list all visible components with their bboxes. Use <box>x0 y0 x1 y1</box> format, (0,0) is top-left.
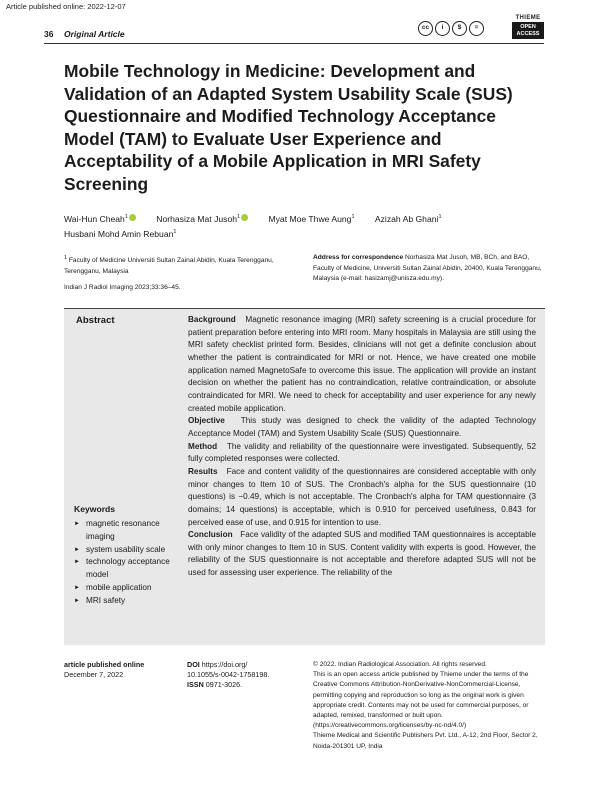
author-name: Azizah Ab Ghani <box>374 213 439 224</box>
abstract-body <box>188 314 536 580</box>
keyword-item: ► mobile application <box>74 582 184 595</box>
open-access-line2: ACCESS <box>516 30 540 37</box>
published-date-banner: Article published online: 2022-12-07 <box>6 2 126 11</box>
header-divider <box>44 43 544 44</box>
footer-license <box>313 660 545 752</box>
author-list <box>64 211 544 242</box>
section-label: Background <box>188 315 236 324</box>
abstract-section-results <box>188 466 536 529</box>
correspondence-address <box>313 253 545 285</box>
footer-publication-date <box>64 660 174 680</box>
doi-number: 10.1055/s-0042-1758198. <box>187 670 270 680</box>
publisher-name: THIEME <box>515 15 541 21</box>
affiliation <box>64 253 289 277</box>
doi-line <box>187 660 297 670</box>
section-label: Method <box>188 441 218 451</box>
article-type: Original Article <box>64 29 125 39</box>
author <box>156 211 248 226</box>
author-affiliation-mark: 1 <box>438 214 442 220</box>
keyword-item: ► MRI safety <box>74 595 184 608</box>
license-text: This is an open access article published by Thieme under the terms of the Creative Commons Attribution-NonDerivative-NonCommercial-License, permitting copying and reproduction so long as the original work is given appropriate credit. Contents may not be used for commercial purposes, or adapted, remixed, transformed or built upon. (https://creativecommons.org/licenses/by-nc-nd/4.0/) <box>313 671 529 730</box>
open-access-line1: OPEN <box>520 24 536 30</box>
abstract-section-method <box>188 441 536 466</box>
section-text: Face and content validity of the questionnaires are considered acceptable with only minor changes to Item 10 of SUS. The Cronbach's alpha for the SUS questionnaire (10 questions) is −0.49, which is not acceptable. The Cronbach's alpha for TAM questionnaire (3 domains; 14 questions) is acceptable, which is 0.910 for perceived usefulness, 0.843 for perceived ease of use, and 0.915 for intention to use. <box>188 466 536 527</box>
copyright-notice: © 2022. Indian Radiological Association. All rights reserved. <box>313 661 487 668</box>
keyword-item: ► system usability scale <box>74 544 184 557</box>
section-label: Conclusion <box>188 530 233 540</box>
correspondence-text: Norhasiza Mat Jusoh, MB, BCh, and BAO, Faculty of Medicine, Universiti Sultan Zainal Abidin, 20400, Kuala Terengganu, Malaysia (e-mail: hasizamj@unisza.edu.my). <box>313 254 542 282</box>
author <box>64 211 136 226</box>
noderivatives-icon: = <box>469 21 484 36</box>
issn-number: 0971-3026. <box>205 680 243 690</box>
cc-icon: cc <box>418 21 433 36</box>
creative-commons-badges <box>418 21 484 36</box>
abstract-section-objective <box>188 415 536 440</box>
section-text: This study was designed to check the validity of the adapted Technology Acceptance Model (TAM) and System Usability Scale (SUS) Questionnaire. <box>188 416 536 438</box>
issn-line <box>187 680 297 690</box>
section-text: Magnetic resonance imaging (MRI) safety screening is a crucial procedure for patient preparation before entering into MRI room. Many hospitals in Malaysia are still using the MRI safety checklist printed form. Besides, clinicians will not get a definite conclusion about whether the patient is contraindicated for MRI or not. Hence, we have created one mobile application named MagnetoSafe to overcome this issue. The application will provide an instant decision on whether the patient has no contraindication, relative contraindication, or absolute contraindicated for MRI. We need to check for acceptability and user experience for any newly created mobile application. <box>188 315 537 413</box>
author-name: Husbani Mohd Amin Rebuan <box>64 229 174 240</box>
published-label: article published online <box>64 660 145 669</box>
keyword-item: ► technology acceptance model <box>74 556 184 582</box>
attribution-icon: i <box>435 21 450 36</box>
author-name: Norhasiza Mat Jusoh <box>156 213 238 224</box>
author <box>268 211 354 226</box>
author-affiliation-mark: 1 <box>351 214 355 220</box>
orcid-icon[interactable] <box>129 214 136 221</box>
doi-link[interactable]: https://doi.org/ <box>201 660 248 669</box>
published-date: December 7, 2022 <box>64 670 124 680</box>
keyword-list <box>74 518 184 608</box>
abstract-section-background <box>188 314 536 415</box>
section-label: Objective <box>188 416 225 426</box>
author-affiliation-mark: 1 <box>124 214 128 220</box>
abstract-heading: Abstract <box>76 315 115 326</box>
section-text: The validity and reliability of the questionnaire were investigated. Subsequently, 52 fully completed responses were collected. <box>188 441 536 464</box>
open-access-badge <box>512 22 544 39</box>
section-text: Face validity of the adapted SUS and modified TAM questionnaires is acceptable with only minor changes to Item 10 in SUS. Content validity with experts is good. However, the reliability of the SUS questionnaire is not acceptable and therefore adapted SUS will not be used for assessing user experience. The reliability of the <box>188 530 536 578</box>
author-name: Myat Moe Thwe Aung <box>268 213 352 224</box>
noncommercial-icon: $ <box>452 21 467 36</box>
author <box>375 211 442 226</box>
author-name: Wai-Hun Cheah <box>64 213 125 224</box>
keywords-heading: Keywords <box>74 504 116 514</box>
paper-title: Mobile Technology in Medicine: Development and Validation of an Adapted System Usability Scale (SUS) Questionnaire and Modified Technology Acceptance Model (TAM) to Evaluate User Experience and Acceptability of a Mobile Application in MRI Safety Screening <box>64 61 513 194</box>
author <box>64 226 176 241</box>
author-affiliation-mark: 1 <box>237 214 241 220</box>
author-affiliation-mark: 1 <box>173 229 177 236</box>
issn-label: ISSN <box>187 680 204 690</box>
orcid-icon[interactable] <box>241 214 248 221</box>
journal-citation: Indian J Radiol Imaging 2023;33:36–45. <box>64 284 181 291</box>
affiliation-text: Faculty of Medicine Universiti Sultan Zainal Abidin, Kuala Terengganu, Terengganu, Malaysia <box>64 257 274 275</box>
section-label: Results <box>188 466 218 476</box>
keyword-item: ► magnetic resonance imaging <box>74 518 184 544</box>
page-number: 36 <box>44 29 54 39</box>
abstract-section-conclusion <box>188 529 536 580</box>
footer-identifiers <box>187 660 297 691</box>
affiliation-mark: 1 <box>64 255 68 261</box>
correspondence-label: Address for correspondence <box>313 254 404 261</box>
thieme-logo <box>512 15 544 39</box>
publisher-address: Thieme Medical and Scientific Publishers Pvt. Ltd., A-12, 2nd Floor, Sector 2, Noida-201301 UP, India <box>313 732 538 750</box>
doi-label: DOI <box>187 660 200 669</box>
